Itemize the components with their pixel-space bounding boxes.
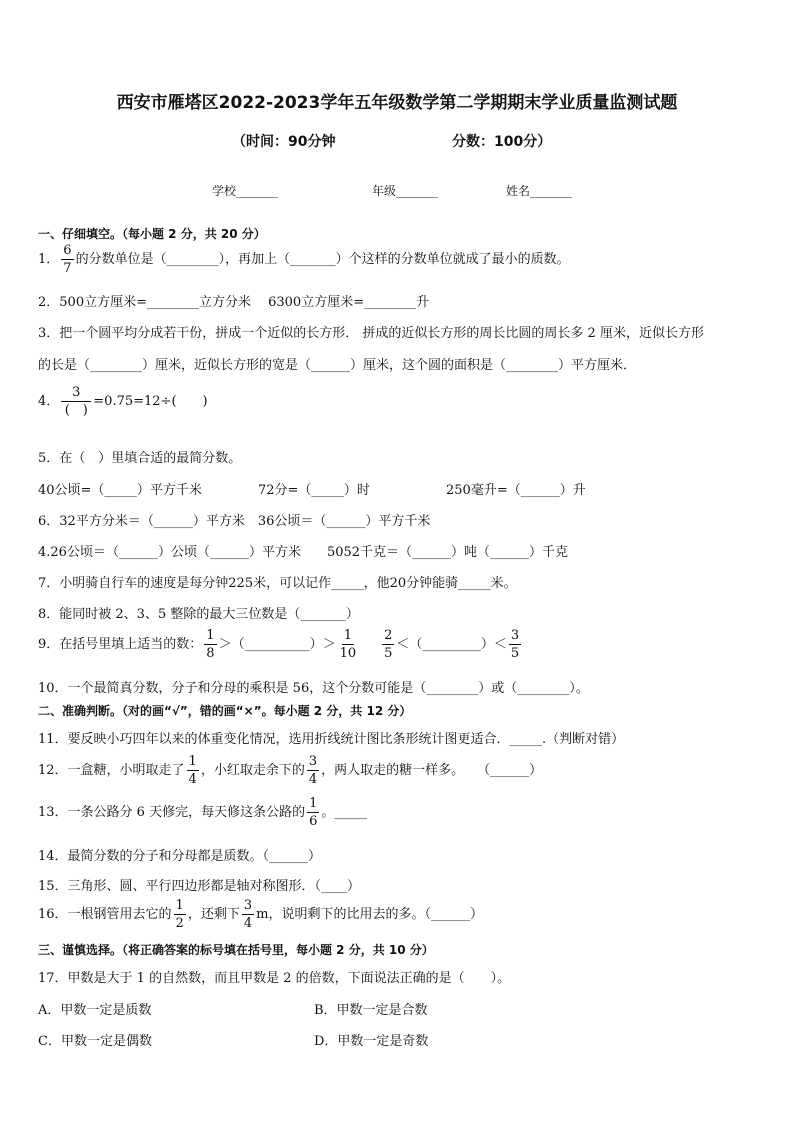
- question-14: 14．最简分数的分子和分母都是质数。（______）: [38, 849, 322, 864]
- q9-f3-den: 5: [384, 646, 393, 661]
- q9-f1-num: 1: [206, 628, 215, 643]
- q4-prefix: 4．: [38, 394, 60, 409]
- question-5: 5．在（ ）里填合适的最简分数。: [38, 451, 242, 466]
- q13-suffix: 。_____: [321, 805, 367, 820]
- section-2-heading: 二、准确判断。（对的画“√”，错的画“×”。每小题 2 分，共 12 分）: [38, 704, 412, 718]
- q12-f2-den: 4: [308, 772, 318, 787]
- q16-fraction-1: [174, 899, 186, 930]
- q4-text: =0.75=12÷( ): [93, 394, 208, 409]
- q16-f2-num: 3: [243, 898, 253, 913]
- q16-f1-den: 2: [175, 916, 184, 931]
- option-b: B．甲数一定是合数: [314, 1003, 428, 1018]
- q12-fraction-2: [307, 755, 319, 786]
- q16-suffix: m，说明剩下的比用去的多。（______）: [256, 907, 483, 922]
- q9-f2-den: 10: [339, 646, 357, 661]
- q9-middle-2: ＜（_________）＜: [396, 637, 507, 652]
- q9-f1-den: 8: [206, 646, 215, 661]
- q9-fraction-3: [382, 629, 394, 660]
- q1-prefix: 1．: [38, 252, 60, 267]
- q13-f-den: 6: [309, 814, 318, 829]
- q9-f4-num: 3: [510, 628, 520, 643]
- question-4: [38, 386, 208, 417]
- q12-fraction-1: [187, 755, 199, 786]
- q9-fraction-1: [204, 629, 216, 660]
- grade-field[interactable]: 年级_______: [372, 184, 439, 198]
- q16-f1-num: 1: [175, 898, 184, 913]
- question-11: 11．要反映小巧四年以来的体重变化情况，选用折线统计图比条形统计图更适合．_____.（判断对错）: [38, 732, 625, 747]
- question-16: [38, 899, 483, 930]
- q4-fraction: [61, 386, 91, 417]
- q16-fraction-2: [242, 899, 254, 930]
- q12-suffix: ，两人取走的糖一样多。 （______）: [321, 763, 543, 778]
- q12-middle: ，小红取走余下的: [200, 763, 305, 778]
- question-15: 15．三角形、圆、平行四边形都是轴对称图形．（____）: [38, 879, 361, 894]
- q9-f3-num: 2: [384, 628, 393, 643]
- school-field[interactable]: 学校_______: [212, 184, 279, 198]
- question-13: [38, 797, 367, 828]
- question-3-line-1: 3．把一个圆平均分成若干份，拼成一个近似的长方形． 拼成的近似长方形的周长比圆的周长多 2 厘米，近似长方形: [38, 326, 704, 341]
- q9-prefix: 9．在括号里填上适当的数：: [38, 637, 203, 652]
- q12-f2-num: 3: [308, 754, 318, 769]
- question-2: 2．500立方厘米=________立方分米 6300立方厘米=________升: [38, 295, 430, 310]
- q1-text: 的分数单位是（________），再加上（_______）个这样的分数单位就成了最小的质数。: [75, 252, 570, 267]
- q16-prefix: 16．一根钢管用去它的: [38, 907, 172, 922]
- q9-f4-den: 5: [510, 646, 520, 661]
- q1-frac-num: 6: [63, 243, 72, 258]
- question-7: 7．小明骑自行车的速度是每分钟225米，可以记作_____，他20分钟能骑_____米。: [38, 576, 517, 591]
- question-10: 10．一个最简真分数，分子和分母的乘积是 56，这个分数可能是（________）或（________）。: [38, 681, 589, 696]
- q4-frac-den: ( ): [64, 403, 88, 418]
- question-17: 17．甲数是大于 1 的自然数，而且甲数是 2 的倍数，下面说法正确的是（ ）。: [38, 971, 511, 986]
- q1-frac-den: 7: [63, 261, 72, 276]
- question-8: 8．能同时被 2、3、5 整除的最大三位数是（_______）: [38, 607, 359, 622]
- q12-f1-den: 4: [188, 772, 197, 787]
- page-title: 西安市雁塔区2022-2023学年五年级数学第二学期期末学业质量监测试题: [116, 93, 678, 113]
- section-3-heading: 三、谨慎选择。（将正确答案的标号填在括号里，每小题 2 分，共 10 分）: [38, 943, 434, 957]
- q4-frac-num: 3: [61, 386, 91, 402]
- q12-f1-num: 1: [188, 754, 197, 769]
- exam-score: 分数：100分）: [452, 134, 552, 150]
- option-c: C．甲数一定是偶数: [38, 1034, 152, 1049]
- q12-prefix: 12．一盒糖，小明取走了: [38, 763, 185, 778]
- question-1: [38, 244, 570, 275]
- q9-fraction-2: [338, 629, 359, 660]
- question-5c: 250毫升=（______）升: [446, 483, 586, 498]
- q9-fraction-4: [509, 629, 521, 660]
- option-a: A．甲数一定是质数: [38, 1003, 152, 1018]
- question-6a: 6．32平方分米＝（______）平方米 36公顷＝（______）平方千米: [38, 514, 431, 529]
- exam-time: （时间：90分钟: [232, 134, 336, 150]
- option-d: D．甲数一定是奇数: [314, 1034, 429, 1049]
- question-12: [38, 755, 542, 786]
- q13-f-num: 1: [309, 796, 318, 811]
- q13-fraction: [307, 797, 319, 828]
- q1-fraction: [61, 244, 73, 275]
- section-1-heading: 一、仔细填空。（每小题 2 分，共 20 分）: [38, 227, 266, 241]
- q16-f2-den: 4: [243, 916, 253, 931]
- question-5b: 72分=（_____）时: [258, 483, 370, 498]
- question-3-line-2: 的长是（________）厘米，近似长方形的宽是（______）厘米，这个圆的面积是（________）平方厘米．: [38, 358, 637, 373]
- question-5a: 40公顷=（_____）平方千米: [38, 483, 202, 498]
- q9-f2-num: 1: [343, 628, 352, 643]
- question-9: [38, 629, 523, 660]
- q9-middle-1: ＞（__________）＞: [218, 637, 336, 652]
- name-field[interactable]: 姓名_______: [506, 184, 573, 198]
- q16-middle: ，还剩下: [187, 907, 240, 922]
- q13-prefix: 13．一条公路分 6 天修完，每天修这条公路的: [38, 805, 306, 820]
- question-6b: 4.26公顷＝（______）公顷（______）平方米 5052千克＝（______）吨（______）千克: [38, 545, 569, 560]
